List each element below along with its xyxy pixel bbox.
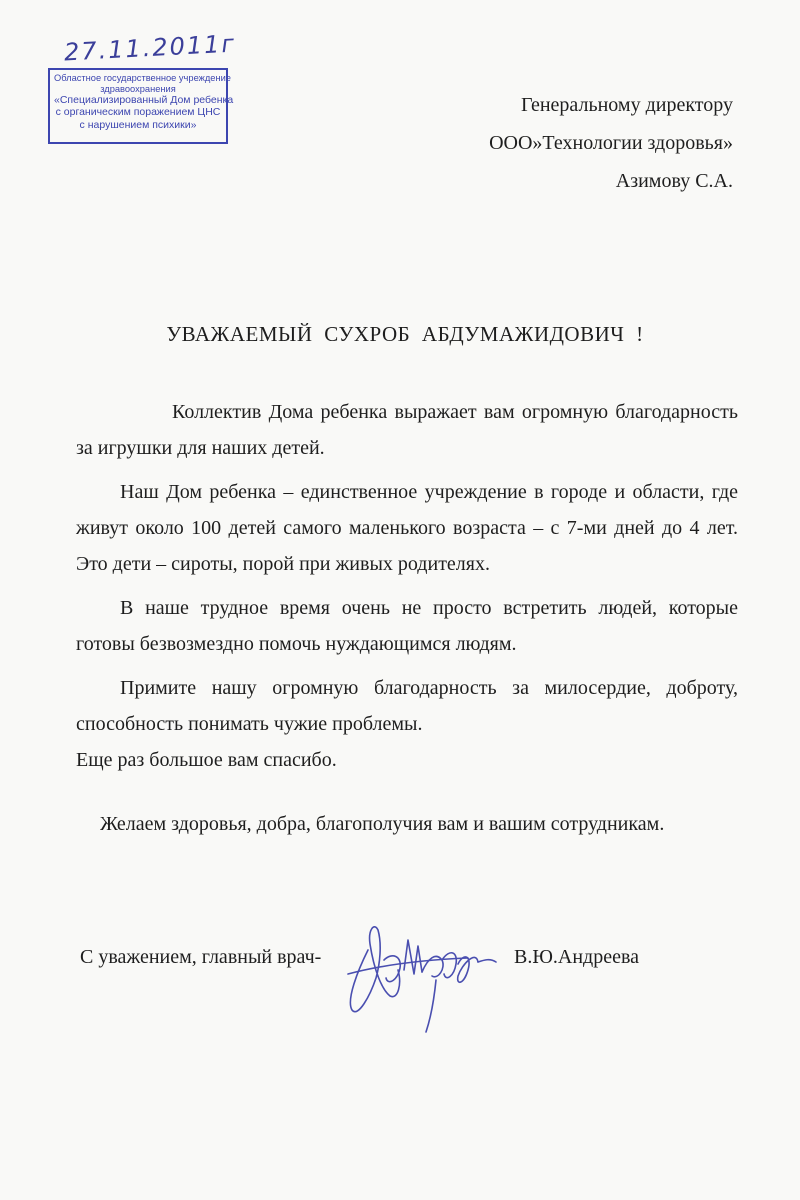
stamp-line: Областное государственное учреждение	[54, 73, 231, 83]
stamp-line: с органическим поражением ЦНС	[55, 106, 221, 119]
stamp-line: здравоохранения	[100, 83, 176, 94]
paragraph: Коллектив Дома ребенка выражает вам огромную благодарность за игрушки для наших детей.	[76, 401, 738, 459]
letter-body	[76, 394, 738, 850]
signature-label: С уважением, главный врач-	[80, 946, 322, 968]
recipient-block	[489, 86, 733, 200]
handwritten-date: 27.11.2011г	[63, 29, 237, 67]
paragraph: Еще раз большое вам спасибо.	[76, 749, 337, 771]
paragraph: Примите нашу огромную благодарность за милосердие, доброту, способность понимать чужие проблемы.	[76, 677, 738, 735]
handwritten-signature	[318, 900, 508, 1050]
recipient-company: ООО»Технологии здоровья»	[489, 132, 733, 154]
stamp-line: с нарушением психики»	[79, 118, 197, 131]
institution-stamp	[48, 68, 234, 144]
recipient-title: Генеральному директору	[520, 94, 733, 116]
salutation: УВАЖАЕМЫЙ СУХРОБ АБДУМАЖИДОВИЧ !	[166, 322, 644, 346]
paragraph: Желаем здоровья, добра, благополучия вам и вашим сотрудникам.	[100, 813, 665, 835]
signer-name: В.Ю.Андреева	[514, 946, 640, 968]
paragraph: Наш Дом ребенка – единственное учреждение в городе и области, где живут около 100 детей самого маленького возраста – с 7-ми дней до 4 лет. Это дети – сироты, порой при живых родителях.	[76, 481, 738, 575]
recipient-name: Азимову С.А.	[615, 170, 733, 192]
stamp-line: «Специализированный Дом ребенка	[54, 94, 234, 107]
paragraph: В наше трудное время очень не просто встретить людей, которые готовы безвозмездно помочь нуждающимся людям.	[76, 597, 738, 655]
